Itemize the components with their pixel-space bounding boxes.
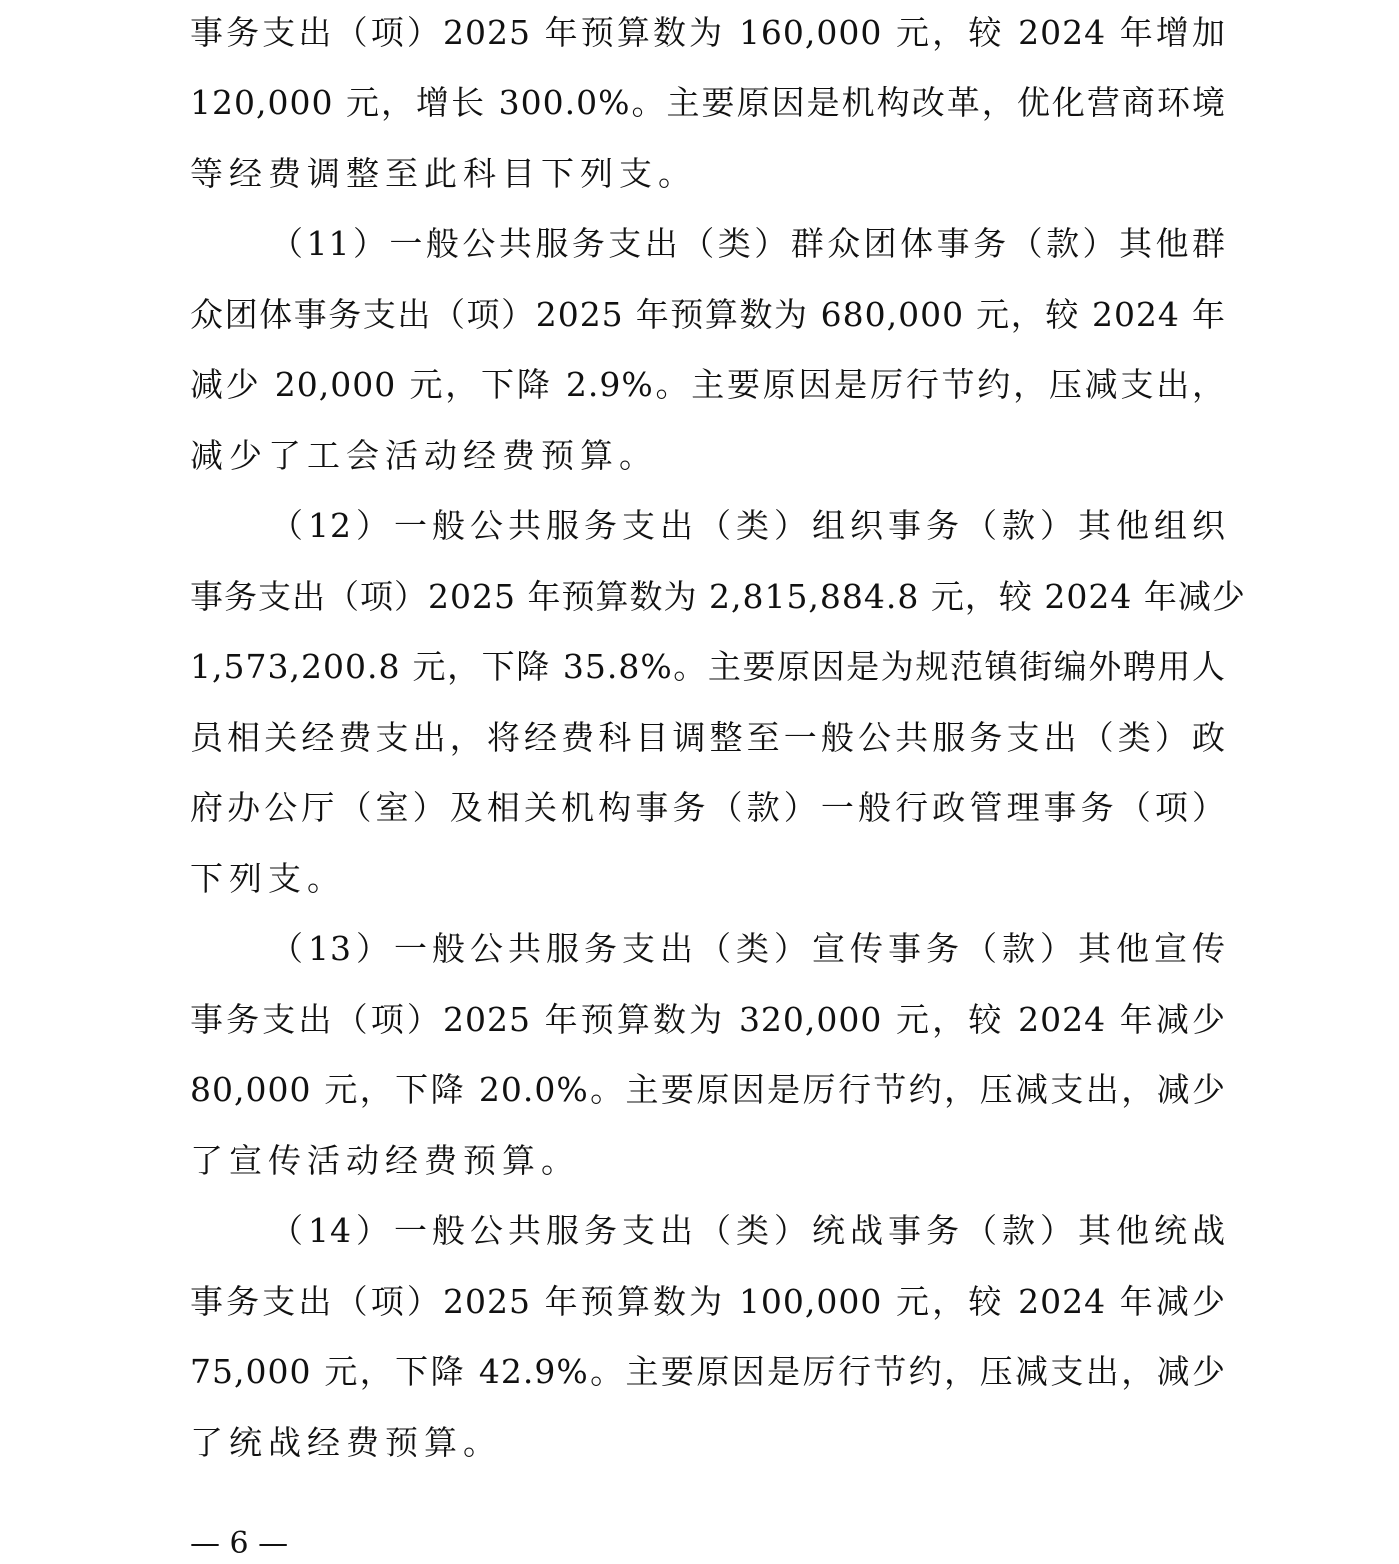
text-line: （13）一般公共服务支出（类）宣传事务（款）其他宣传 [270,929,1226,968]
text-line: 了宣传活动经费预算。 [190,1141,580,1180]
text-line: 下列支。 [190,859,346,898]
text-line: 事务支出（项）2025 年预算数为 160,000 元，较 2024 年增加 [190,13,1226,52]
text-line: 120,000 元，增长 300.0%。主要原因是机构改革，优化营商环境 [190,83,1226,122]
page-number: — 6 — [190,1526,289,1561]
text-line: 75,000 元，下降 42.9%。主要原因是厉行节约，压减支出，减少 [190,1352,1226,1391]
text-line: 了统战经费预算。 [190,1423,502,1462]
text-line: 事务支出（项）2025 年预算数为 2,815,884.8 元，较 2024 年减少 [190,577,1246,616]
text-line: 减少了工会活动经费预算。 [190,436,658,475]
text-line: 事务支出（项）2025 年预算数为 100,000 元，较 2024 年减少 [190,1282,1226,1321]
text-line: （12）一般公共服务支出（类）组织事务（款）其他组织 [270,506,1226,545]
text-line: （14）一般公共服务支出（类）统战事务（款）其他统战 [270,1211,1226,1250]
text-line: 80,000 元，下降 20.0%。主要原因是厉行节约，压减支出，减少 [190,1070,1226,1109]
text-line: 事务支出（项）2025 年预算数为 320,000 元，较 2024 年减少 [190,1000,1226,1039]
text-line: 1,573,200.8 元，下降 35.8%。主要原因是为规范镇街编外聘用人 [190,647,1226,686]
text-line: 减少 20,000 元，下降 2.9%。主要原因是厉行节约，压减支出， [190,365,1226,404]
text-line: （11）一般公共服务支出（类）群众团体事务（款）其他群 [270,224,1226,263]
text-line: 员相关经费支出，将经费科目调整至一般公共服务支出（类）政 [190,718,1226,757]
text-line: 府办公厅（室）及相关机构事务（款）一般行政管理事务（项） [190,788,1226,827]
text-line: 众团体事务支出（项）2025 年预算数为 680,000 元，较 2024 年 [190,295,1226,334]
text-line: 等经费调整至此科目下列支。 [190,154,697,193]
